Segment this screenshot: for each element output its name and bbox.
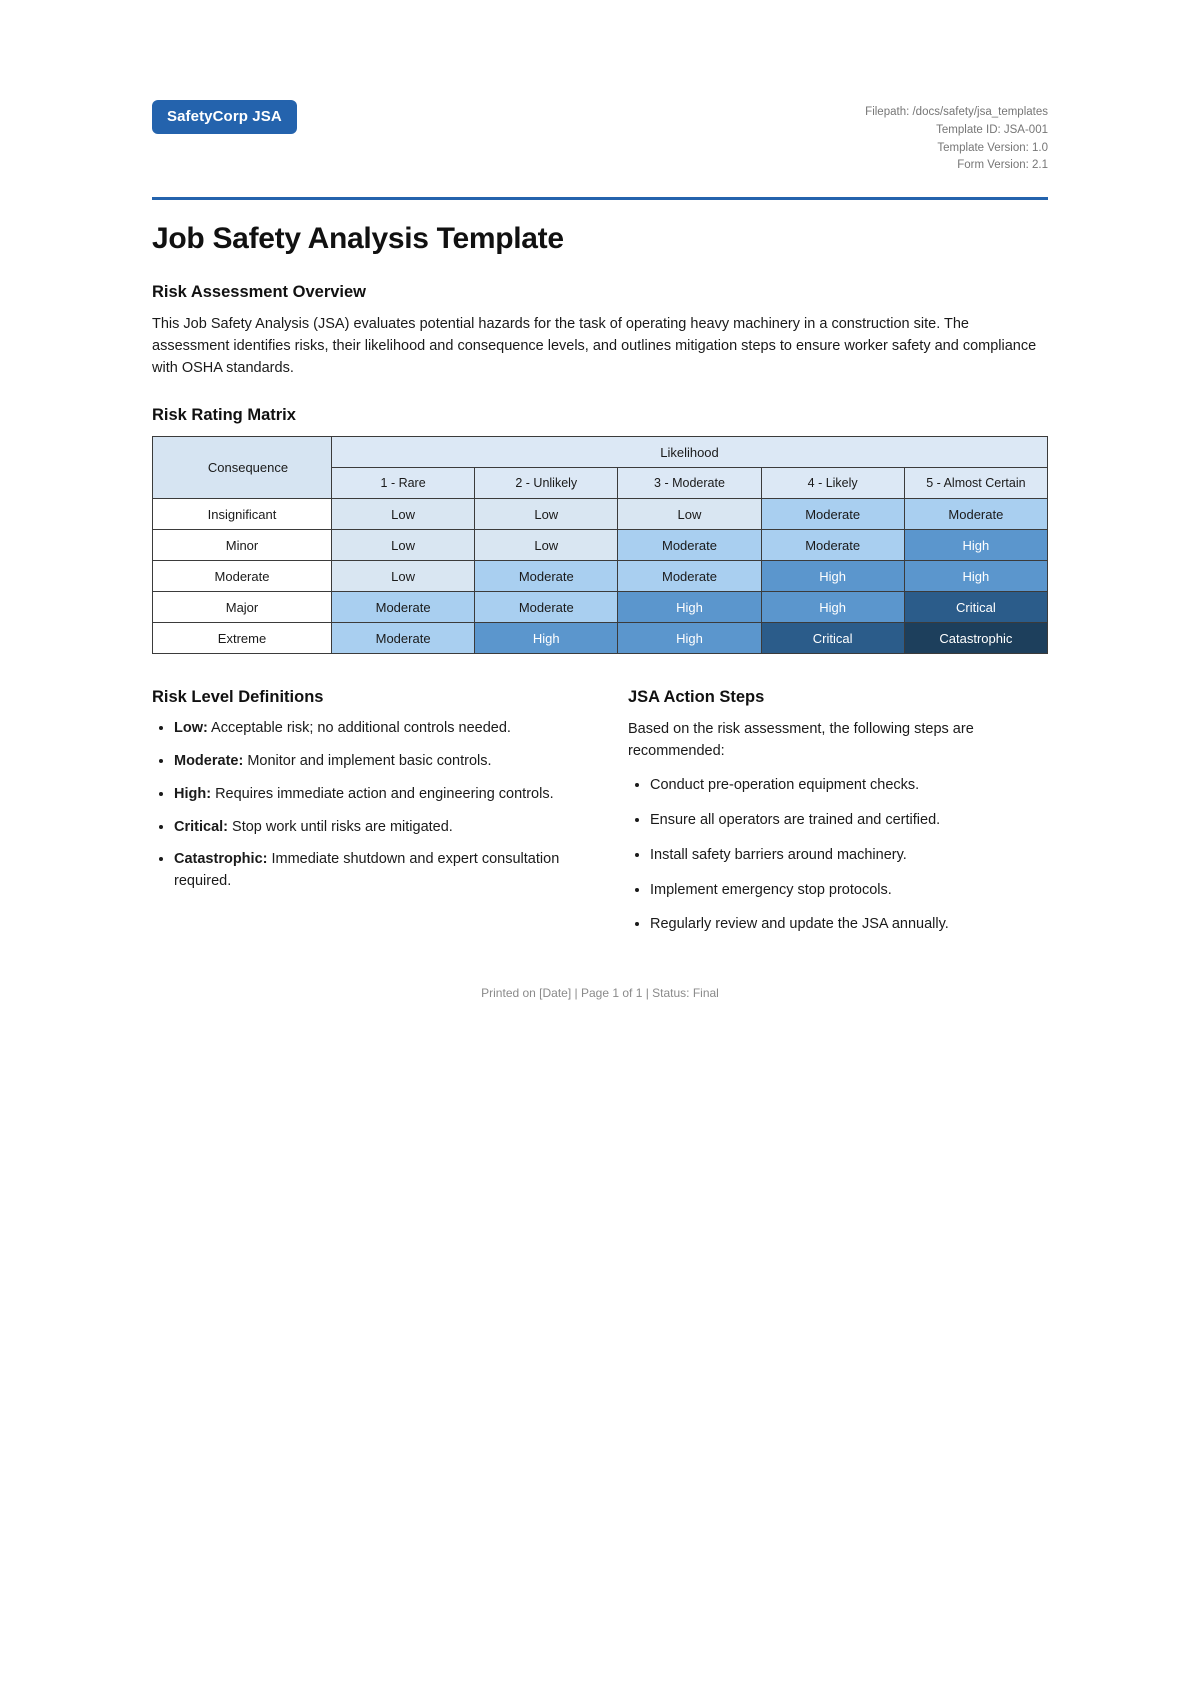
table-row <box>153 499 1048 530</box>
overview-paragraph: This Job Safety Analysis (JSA) evaluates potential hazards for the task of operating heavy machinery in a construction site. The assessment identifies risks, their likelihood and consequence levels, and outlines mitigation steps to ensure worker safety and compliance with OSHA standards. <box>152 316 1037 377</box>
matrix-cell: Moderate <box>475 592 618 623</box>
matrix-cell: High <box>904 561 1047 592</box>
list-item: • Install safety barriers around machinery. <box>650 845 1048 867</box>
matrix-level-header-4: 4 - Likely <box>761 468 904 499</box>
matrix-consequence-label: Extreme <box>153 623 332 654</box>
matrix-cell: Moderate <box>618 561 761 592</box>
matrix-likelihood-header: Likelihood <box>332 437 1048 468</box>
list-item: • Conduct pre-operation equipment checks. <box>650 775 1048 797</box>
list-item <box>174 784 572 806</box>
risk-matrix-container <box>152 436 1048 654</box>
matrix-consequence-label: Major <box>153 592 332 623</box>
matrix-cell: High <box>904 530 1047 561</box>
brand-logo-badge: SafetyCorp JSA <box>152 100 297 134</box>
matrix-cell: Moderate <box>761 530 904 561</box>
table-row <box>153 623 1048 654</box>
matrix-cell: Low <box>332 561 475 592</box>
matrix-level-header-3: 3 - Moderate <box>618 468 761 499</box>
lower-sections <box>152 688 1048 936</box>
definition-term: Low: <box>174 720 208 737</box>
action-steps-list <box>628 775 1048 936</box>
definition-text: Acceptable risk; no additional controls needed. <box>207 720 511 737</box>
matrix-corner-header: Consequence <box>153 437 332 499</box>
definition-term: Critical: <box>174 818 228 835</box>
matrix-level-header-1: 1 - Rare <box>332 468 475 499</box>
matrix-header-row-group <box>153 437 1048 468</box>
list-item <box>174 817 572 839</box>
metadata-form-version: Form Version: 2.1 <box>957 159 1048 172</box>
matrix-cell: High <box>475 623 618 654</box>
actions-heading: JSA Action Steps <box>628 688 765 707</box>
matrix-cell: Low <box>475 499 618 530</box>
matrix-cell: Moderate <box>475 561 618 592</box>
matrix-cell: Moderate <box>332 592 475 623</box>
matrix-heading: Risk Rating Matrix <box>152 406 296 425</box>
matrix-cell: Catastrophic <box>904 623 1047 654</box>
metadata-filepath: Filepath: /docs/safety/jsa_templates <box>865 106 1048 118</box>
matrix-cell: Moderate <box>904 499 1047 530</box>
matrix-cell: Moderate <box>761 499 904 530</box>
list-item: • Ensure all operators are trained and certified. <box>650 810 1048 832</box>
list-item: • Regularly review and update the JSA annually. <box>650 914 1048 936</box>
matrix-cell: Critical <box>761 623 904 654</box>
matrix-cell: Critical <box>904 592 1047 623</box>
document-footer: Printed on [Date] | Page 1 of 1 | Status: Final <box>481 986 719 1001</box>
risk-definitions-column <box>152 688 572 936</box>
definition-text: Requires immediate action and engineering controls. <box>211 785 554 802</box>
action-steps-column <box>628 688 1048 936</box>
definition-text: Immediate shutdown and expert consultation required. <box>174 851 560 890</box>
header-divider <box>152 197 1048 200</box>
matrix-level-header-2: 2 - Unlikely <box>475 468 618 499</box>
overview-heading: Risk Assessment Overview <box>152 283 367 302</box>
matrix-consequence-label: Minor <box>153 530 332 561</box>
matrix-cell: Low <box>618 499 761 530</box>
matrix-cell: High <box>761 561 904 592</box>
matrix-cell: High <box>618 592 761 623</box>
matrix-cell: Low <box>332 530 475 561</box>
list-item <box>174 718 572 740</box>
matrix-consequence-label: Insignificant <box>153 499 332 530</box>
metadata-template-version: Template Version: 1.0 <box>937 141 1048 154</box>
definition-term: Moderate: <box>174 753 244 770</box>
document-metadata <box>865 100 1048 175</box>
matrix-consequence-label: Moderate <box>153 561 332 592</box>
definitions-heading: Risk Level Definitions <box>152 688 324 707</box>
matrix-cell: Low <box>475 530 618 561</box>
matrix-cell: High <box>618 623 761 654</box>
list-item <box>174 849 572 893</box>
definition-term: Catastrophic: <box>174 851 268 868</box>
document-content <box>152 0 1048 1000</box>
matrix-body <box>153 499 1048 654</box>
matrix-cell: Moderate <box>332 623 475 654</box>
matrix-cell: Low <box>332 499 475 530</box>
metadata-template-id: Template ID: JSA-001 <box>936 123 1048 136</box>
list-item <box>174 751 572 773</box>
definition-text: Monitor and implement basic controls. <box>243 753 492 770</box>
matrix-cell: Moderate <box>618 530 761 561</box>
document-header <box>152 100 1048 175</box>
matrix-cell: High <box>761 592 904 623</box>
matrix-level-header-5: 5 - Almost Certain <box>904 468 1047 499</box>
matrix-head <box>153 437 1048 499</box>
list-item: • Implement emergency stop protocols. <box>650 880 1048 902</box>
risk-rating-matrix-table <box>152 436 1048 654</box>
definitions-list <box>152 718 572 893</box>
table-row <box>153 561 1048 592</box>
table-row <box>153 530 1048 561</box>
actions-intro: Based on the risk assessment, the following steps are recommended: <box>628 721 974 760</box>
definition-text: Stop work until risks are mitigated. <box>228 818 453 835</box>
table-row <box>153 592 1048 623</box>
page-title: Job Safety Analysis Template <box>152 222 564 256</box>
definition-term: High: <box>174 785 212 802</box>
